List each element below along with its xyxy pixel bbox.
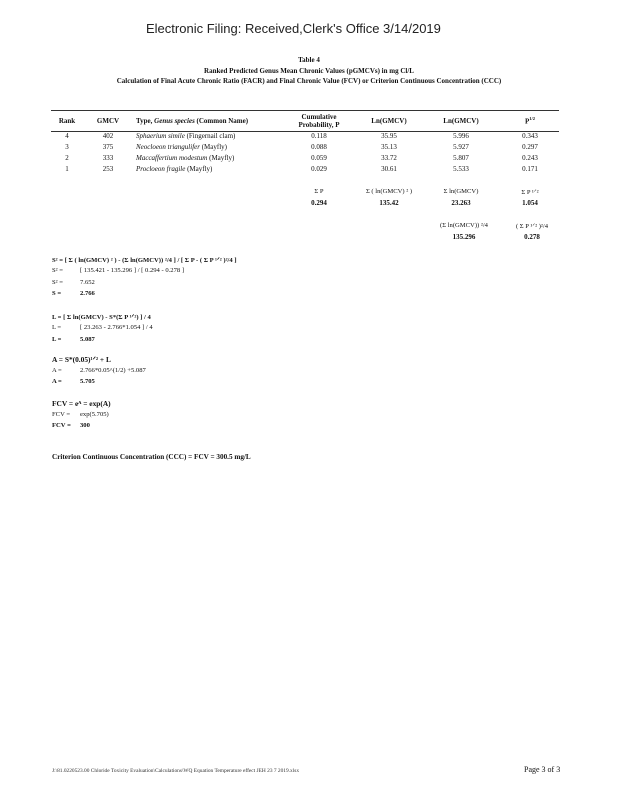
- cell-p: 0.029: [311, 165, 327, 173]
- s2-line2-label: S² =: [52, 279, 64, 286]
- header-ln: Ln(GMCV): [443, 117, 479, 125]
- cell-ln: 5.927: [453, 143, 469, 151]
- cell-species: Sphaerium simile (Fingernail clam): [136, 132, 236, 140]
- cell-sqrtp: 0.243: [522, 154, 538, 162]
- criterion-result: Criterion Continuous Concentration (CCC) = FCV = 300.5 mg/L: [52, 453, 251, 461]
- filing-header: Electronic Filing: Received,Clerk's Office 3/14/2019: [146, 21, 441, 36]
- cell-rank: 1: [65, 165, 69, 173]
- cell-species: Procloeon fragile (Mayfly): [136, 165, 213, 173]
- s2-line1-value: [ 135.421 - 135.296 ] / [ 0.294 - 0.278 ]: [80, 267, 185, 274]
- header-gmcv: GMCV: [96, 117, 120, 125]
- header-ln2: Ln(GMCV): [371, 117, 407, 125]
- l-line2-value: 5.087: [80, 336, 95, 343]
- cell-p: 0.059: [311, 154, 327, 162]
- fcv-line1-value: exp(5.705): [80, 411, 109, 418]
- sq-sum-ln-label: (Σ ln(GMCV)) ²/4: [440, 222, 488, 229]
- cell-ln: 5.533: [453, 165, 469, 173]
- cell-rank: 3: [65, 143, 69, 151]
- l-line1-value: [ 23.263 - 2.766*1.054 ] / 4: [80, 324, 153, 331]
- a-line1-label: A =: [52, 367, 62, 374]
- cell-rank: 4: [65, 132, 69, 140]
- fcv-line1-label: FCV =: [52, 411, 71, 418]
- cell-gmcv: 402: [102, 132, 114, 140]
- s-label: S =: [52, 290, 62, 297]
- sq-sum-ln-value: 135.296: [452, 233, 476, 241]
- header-cumulative: Cumulative Probability, P: [298, 113, 340, 129]
- cell-ln2: 30.61: [381, 165, 397, 173]
- cell-p: 0.118: [311, 132, 327, 140]
- l-formula: L = [ Σ ln(GMCV) - S*(Σ P ¹ᐟ²) ] / 4: [52, 314, 151, 321]
- cell-gmcv: 375: [102, 143, 114, 151]
- header-type: Type, Genus species (Common Name): [136, 117, 249, 125]
- l-line1-label: L =: [52, 324, 62, 331]
- header-sqrtp: $P^{1/2}$: [524, 116, 536, 126]
- s-value: 2.766: [80, 290, 95, 297]
- table-subtitle-2: Calculation of Final Acute Chronic Ratio (FACR) and Final Chronic Value (FCV) or Criterion Continuous Concentration (CCC): [116, 77, 502, 85]
- cell-ln2: 35.95: [381, 132, 397, 140]
- cell-gmcv: 333: [102, 154, 114, 162]
- fcv-line2-value: 300: [80, 422, 90, 429]
- sum-p-value: 0.294: [311, 199, 327, 207]
- a-line1-value: 2.766*0.05^(1/2) +5.087: [80, 367, 146, 374]
- fcv-line2-label: FCV =: [52, 422, 71, 429]
- table-top-rule: [51, 110, 559, 111]
- fcv-formula: FCV = eᴬ = exp(A): [52, 399, 111, 408]
- sum-ln2-label: Σ ( ln(GMCV) ² ): [365, 188, 413, 195]
- cell-ln: 5.996: [453, 132, 469, 140]
- cell-sqrtp: 0.297: [522, 143, 538, 151]
- sq-sum-sqrtp-value: 0.278: [524, 233, 540, 241]
- cell-species: Maccaffertium modestum (Mayfly): [136, 154, 235, 162]
- footer-file-path: J:\81.0220523.00 Chloride Toxicity Evaluation\Calculations\WQ Equation Temperature effect JEH 23 7 2019.xlsx: [52, 768, 300, 774]
- cell-rank: 2: [65, 154, 69, 162]
- s2-line1-label: S² =: [52, 267, 64, 274]
- a-formula: A = S*(0.05)¹ᐟ² + L: [52, 355, 111, 364]
- cell-p: 0.088: [311, 143, 327, 151]
- s2-formula: S² = [ Σ ( ln(GMCV) ² ) - (Σ ln(GMCV)) ²/4 ] / [ Σ P - ( Σ P ¹ᐟ² )²/4 ]: [52, 257, 237, 264]
- cell-sqrtp: 0.171: [522, 165, 538, 173]
- sum-ln-label: Σ ln(GMCV): [443, 188, 479, 195]
- a-line2-label: A =: [52, 378, 62, 385]
- cell-sqrtp: 0.343: [522, 132, 538, 140]
- table-title: Table 4: [298, 56, 320, 64]
- cell-ln2: 33.72: [381, 154, 397, 162]
- sum-ln-value: 23.263: [451, 199, 471, 207]
- sum-sqrtp-label: Σ P ¹ᐟ²: [521, 189, 539, 196]
- sq-sum-sqrtp-label: ( Σ P ¹ᐟ² )²/4: [515, 223, 549, 230]
- cell-ln2: 35.13: [381, 143, 397, 151]
- footer-page-number: Page 3 of 3: [524, 765, 561, 774]
- sum-p-label: Σ P: [314, 188, 324, 195]
- table-subtitle-1: Ranked Predicted Genus Mean Chronic Values (pGMCVs) in mg Cl/L: [204, 67, 414, 75]
- l-line2-label: L =: [52, 336, 62, 343]
- cell-gmcv: 253: [102, 165, 114, 173]
- cell-species: Neocloeon triangulifer (Mayfly): [136, 143, 227, 151]
- a-line2-value: 5.705: [80, 378, 95, 385]
- cell-ln: 5.807: [453, 154, 469, 162]
- sum-ln2-value: 135.42: [379, 199, 399, 207]
- s2-line2-value: 7.652: [80, 279, 95, 286]
- sum-sqrtp-value: 1.054: [522, 199, 538, 207]
- header-rank: Rank: [58, 117, 76, 125]
